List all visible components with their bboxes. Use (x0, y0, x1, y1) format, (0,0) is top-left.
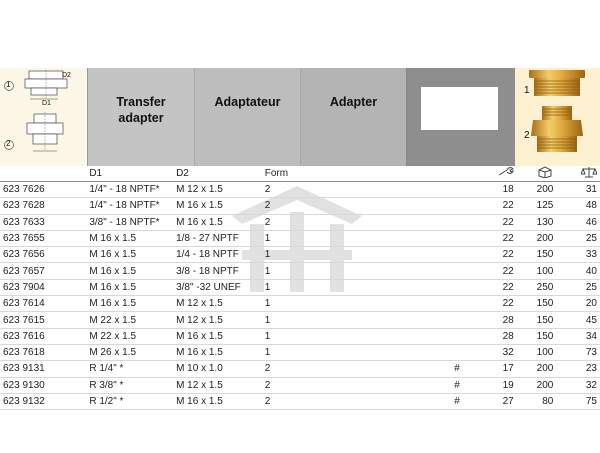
article-cell: 623 7616 (0, 328, 89, 344)
header-title-english: Transfer adapter (116, 95, 166, 125)
pack-qty-cell: 125 (514, 198, 554, 214)
weight-cell: 23 (553, 361, 600, 377)
pack-qty-cell: 150 (514, 328, 554, 344)
d2-cell: M 12 x 1.5 (176, 296, 265, 312)
mark-cell (454, 263, 494, 279)
table-row (0, 247, 600, 263)
blank-label-box (421, 87, 498, 130)
form-cell: 1 (265, 328, 305, 344)
mark-cell (454, 230, 494, 246)
col-d1: D1 (89, 166, 176, 182)
wrench-size-cell: 18 (494, 182, 514, 198)
header-col-german (300, 68, 406, 166)
mark-cell (454, 247, 494, 263)
d2-cell: M 10 x 1.0 (176, 361, 265, 377)
photo-form1-label: 1 (524, 85, 530, 96)
d2-cell: M 16 x 1.5 (176, 198, 265, 214)
weight-cell: 73 (553, 344, 600, 360)
mark-cell (454, 312, 494, 328)
wrench-size-cell: 27 (494, 393, 514, 409)
col-d2: D2 (176, 166, 265, 182)
article-cell: 623 7618 (0, 344, 89, 360)
pack-qty-cell: 200 (514, 230, 554, 246)
article-cell: 623 7656 (0, 247, 89, 263)
table-row (0, 361, 600, 377)
pack-qty-cell: 100 (514, 344, 554, 360)
pack-qty-cell: 150 (514, 296, 554, 312)
mark-cell (454, 279, 494, 295)
table-row (0, 296, 600, 312)
mark-cell: # (454, 361, 494, 377)
d1-cell: R 3/8" * (89, 377, 176, 393)
product-table (0, 166, 600, 410)
photo-form2-label: 2 (524, 130, 530, 141)
form-cell: 2 (265, 361, 305, 377)
drawing-form2-label: 2 (6, 139, 11, 148)
article-cell: 623 7626 (0, 182, 89, 198)
d1-cell: M 16 x 1.5 (89, 279, 176, 295)
pack-qty-cell: 150 (514, 247, 554, 263)
weight-cell: 40 (553, 263, 600, 279)
wrench-size-cell: 28 (494, 312, 514, 328)
article-cell: 623 7657 (0, 263, 89, 279)
form-cell: 2 (265, 182, 305, 198)
d1-cell: M 16 x 1.5 (89, 230, 176, 246)
weight-cell: 33 (553, 247, 600, 263)
weight-cell: 25 (553, 279, 600, 295)
col-article (0, 166, 89, 182)
d2-cell: M 12 x 1.5 (176, 312, 265, 328)
article-cell: 623 9132 (0, 393, 89, 409)
article-cell: 623 7614 (0, 296, 89, 312)
drawing-d1-label: D1 (42, 100, 51, 107)
header-col-blank (406, 68, 515, 166)
table-row (0, 230, 600, 246)
d1-cell: M 16 x 1.5 (89, 296, 176, 312)
article-cell: 623 9131 (0, 361, 89, 377)
d1-cell: M 16 x 1.5 (89, 263, 176, 279)
header-col-french (194, 68, 300, 166)
d1-cell: R 1/4" * (89, 361, 176, 377)
d1-cell: 3/8" - 18 NPTF* (89, 214, 176, 230)
article-cell: 623 7655 (0, 230, 89, 246)
d2-cell: 3/8 - 18 NPTF (176, 263, 265, 279)
table-row (0, 263, 600, 279)
wrench-size-cell: 22 (494, 296, 514, 312)
table-row (0, 214, 600, 230)
product-photo-panel (515, 68, 600, 166)
drawing-form1-label: 1 (6, 80, 11, 89)
form-cell: 1 (265, 247, 305, 263)
wrench-size-cell: 22 (494, 230, 514, 246)
header-col-english (87, 68, 194, 166)
mark-cell (454, 328, 494, 344)
fitting-drawing-icon (0, 68, 87, 166)
wrench-size-cell: 22 (494, 247, 514, 263)
header-title-french: Adaptateur (214, 95, 281, 109)
drawing-d2-label: D2 (62, 72, 71, 79)
mark-cell (454, 198, 494, 214)
d1-cell: M 16 x 1.5 (89, 247, 176, 263)
mark-cell: # (454, 377, 494, 393)
table-row (0, 344, 600, 360)
wrench-size-cell: 17 (494, 361, 514, 377)
wrench-size-cell: 22 (494, 198, 514, 214)
form-cell: 2 (265, 214, 305, 230)
weight-cell: 20 (553, 296, 600, 312)
mark-cell (454, 182, 494, 198)
wrench-size-cell: 22 (494, 214, 514, 230)
d2-cell: M 12 x 1.5 (176, 377, 265, 393)
weight-cell: 25 (553, 230, 600, 246)
technical-drawing-panel (0, 68, 87, 166)
mark-cell (454, 296, 494, 312)
weight-cell: 45 (553, 312, 600, 328)
pack-qty-cell: 200 (514, 377, 554, 393)
table-row (0, 182, 600, 198)
wrench-size-cell: 22 (494, 279, 514, 295)
weight-cell: 48 (553, 198, 600, 214)
weight-cell: 32 (553, 377, 600, 393)
d1-cell: R 1/2" * (89, 393, 176, 409)
form-cell: 1 (265, 296, 305, 312)
form-cell: 1 (265, 263, 305, 279)
d1-cell: M 26 x 1.5 (89, 344, 176, 360)
col-form: Form (265, 166, 305, 182)
form-cell: 2 (265, 377, 305, 393)
d2-cell: M 16 x 1.5 (176, 214, 265, 230)
wrench-size-cell: 32 (494, 344, 514, 360)
mark-cell: # (454, 393, 494, 409)
d2-cell: M 12 x 1.5 (176, 182, 265, 198)
pack-qty-cell: 200 (514, 361, 554, 377)
weight-cell: 46 (553, 214, 600, 230)
mark-cell (454, 344, 494, 360)
form-cell: 1 (265, 230, 305, 246)
brass-fitting-photo (515, 68, 600, 166)
wrench-size-cell: 28 (494, 328, 514, 344)
header-title-german: Adapter (329, 95, 378, 109)
form-cell: 2 (265, 393, 305, 409)
pack-qty-cell: 100 (514, 263, 554, 279)
table-header-band (0, 68, 600, 166)
d2-cell: 3/8" -32 UNEF (176, 279, 265, 295)
wrench-size-cell: 22 (494, 263, 514, 279)
pack-qty-cell: 250 (514, 279, 554, 295)
form-cell: 1 (265, 279, 305, 295)
d2-cell: M 16 x 1.5 (176, 344, 265, 360)
d2-cell: M 16 x 1.5 (176, 393, 265, 409)
d2-cell: M 16 x 1.5 (176, 328, 265, 344)
article-cell: 623 9130 (0, 377, 89, 393)
pack-qty-cell: 130 (514, 214, 554, 230)
article-cell: 623 7615 (0, 312, 89, 328)
pack-qty-cell: 150 (514, 312, 554, 328)
form-cell: 2 (265, 198, 305, 214)
d2-cell: 1/4 - 18 NPTF (176, 247, 265, 263)
table-row (0, 312, 600, 328)
form-cell: 1 (265, 312, 305, 328)
d2-cell: 1/8 - 27 NPTF (176, 230, 265, 246)
table-row (0, 377, 600, 393)
d1-cell: 1/4" - 18 NPTF* (89, 182, 176, 198)
article-cell: 623 7633 (0, 214, 89, 230)
weight-cell: 75 (553, 393, 600, 409)
package-icon (514, 166, 554, 182)
scale-icon (553, 166, 600, 182)
table-row (0, 328, 600, 344)
table-row (0, 279, 600, 295)
d1-cell: M 22 x 1.5 (89, 312, 176, 328)
weight-cell: 31 (553, 182, 600, 198)
pack-qty-cell: 200 (514, 182, 554, 198)
column-header-row (0, 166, 600, 182)
article-cell: 623 7904 (0, 279, 89, 295)
pack-qty-cell: 80 (514, 393, 554, 409)
d1-cell: 1/4" - 18 NPTF* (89, 198, 176, 214)
article-cell: 623 7628 (0, 198, 89, 214)
mark-cell (454, 214, 494, 230)
wrench-size-cell: 19 (494, 377, 514, 393)
wrench-icon (494, 166, 514, 182)
weight-cell: 34 (553, 328, 600, 344)
form-cell: 1 (265, 344, 305, 360)
table-row (0, 393, 600, 409)
table-row (0, 198, 600, 214)
d1-cell: M 22 x 1.5 (89, 328, 176, 344)
